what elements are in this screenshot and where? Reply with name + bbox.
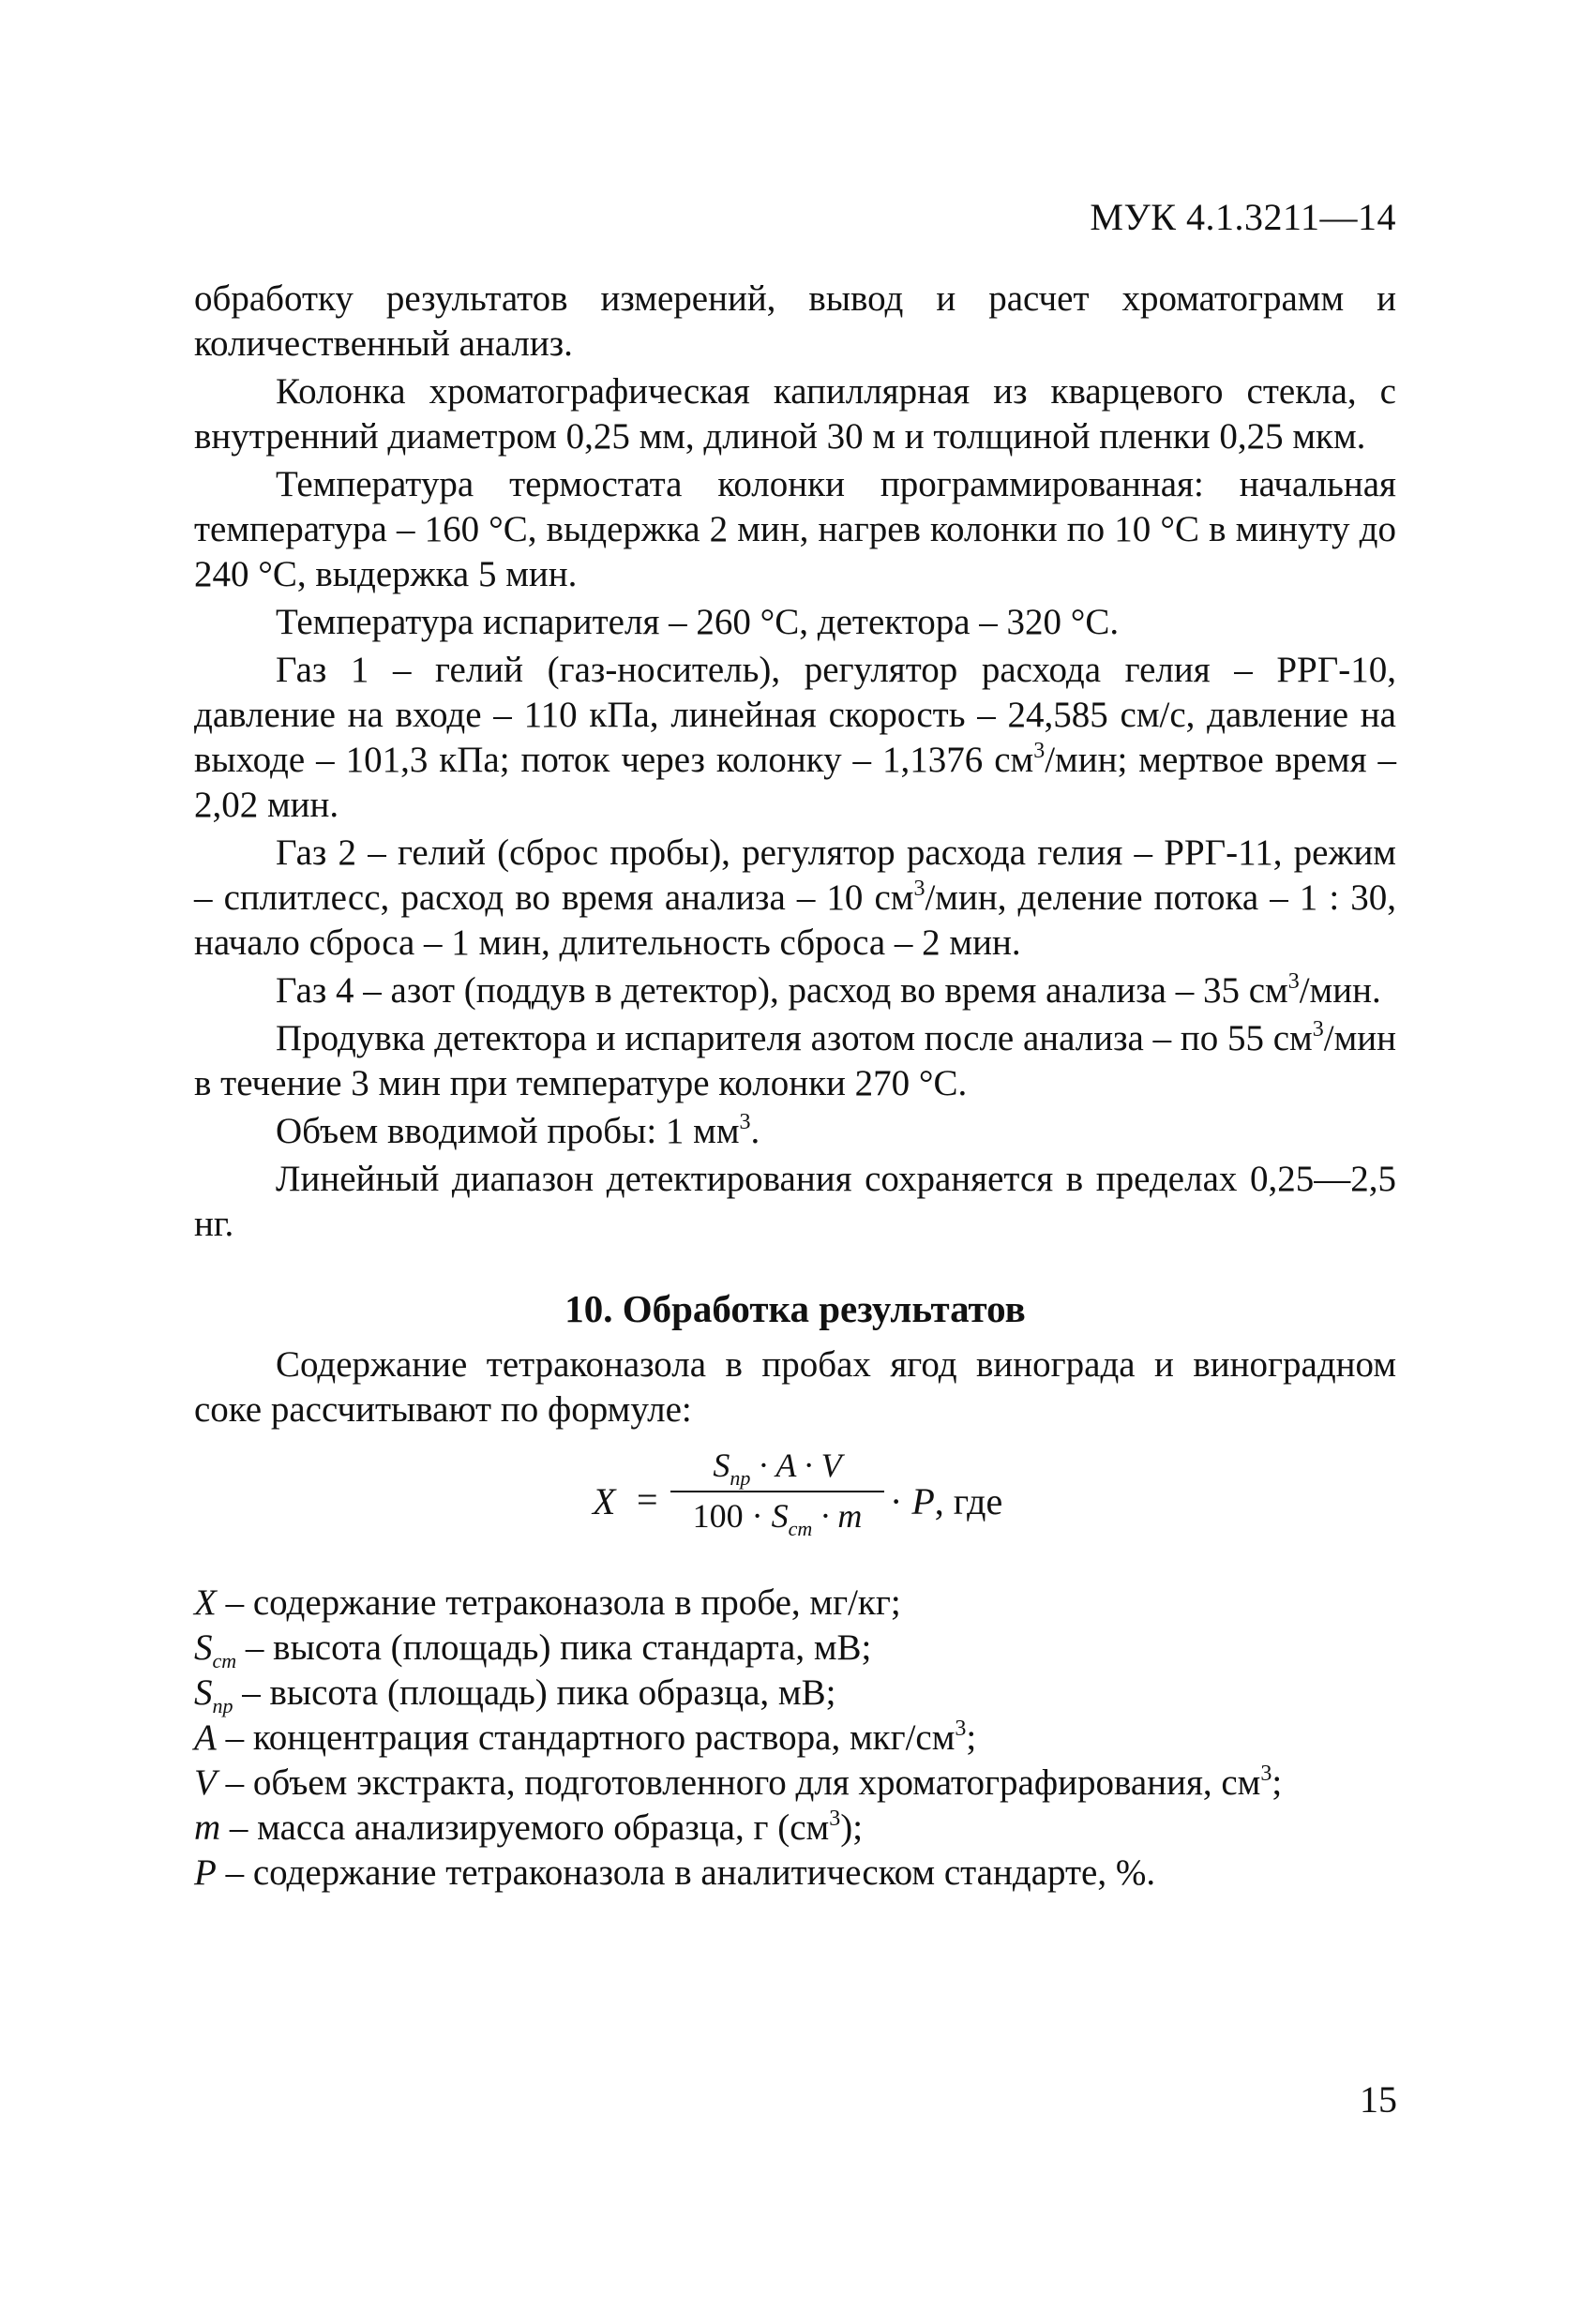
- running-header: МУК 4.1.3211—14: [1090, 196, 1396, 238]
- paragraph-injection-volume: Объем вводимой пробы: 1 $мм^3$.: [276, 1110, 760, 1151]
- definition-m: m – масса анализируемого образца, г $(см^3)$;: [194, 1807, 864, 1848]
- section-intro: Содержание тетраконазола в пробах ягод винограда и виноградном соке рассчитывают по формуле:: [194, 1344, 1396, 1430]
- definition-s-standard: $S_{cm}$ – высота (площадь) пика стандарта, мВ;: [194, 1627, 872, 1672]
- formula-equals: =: [637, 1478, 658, 1521]
- definition-v: V – объем экстракта, подготовленного для хроматографирования, $см^3$;: [194, 1762, 1283, 1803]
- paragraph-gas-4: Газ 4 – азот (поддув в детектор), расход во время анализа – 35 $см^3$/мин.: [276, 969, 1381, 1011]
- formula-denominator: $100 \cdot S_{ст} \cdot m$: [692, 1497, 863, 1540]
- paragraph-purge: Продувка детектора и испарителя азотом после анализа – по 55 $см^3$/мин в течение 3 мин при температуре колонки 270 °С.: [194, 1017, 1396, 1103]
- definition-p: P – содержание тетраконазола в аналитическом стандарте, %.: [194, 1852, 1156, 1893]
- formula: [194, 1442, 1396, 1564]
- formula-numerator: $S_{пр} \cdot A \cdot V$: [713, 1447, 842, 1490]
- paragraph-continuation: обработку результатов измерений, вывод и расчет хроматограмм и количественный анализ.: [194, 278, 1396, 364]
- formula-fraction: [669, 1442, 886, 1539]
- definition-a: A – концентрация стандартного раствора, мкг/$см^3$;: [194, 1717, 977, 1758]
- paragraph-linear-range: Линейный диапазон детектирования сохраняется в пределах 0,25—2,5 нг.: [194, 1159, 1396, 1244]
- paragraph-column: Колонка хроматографическая капиллярная из кварцевого стекла, с внутренний диаметром 0,25 мм, длиной 30 м и толщиной пленки 0,25 мкм.: [194, 371, 1396, 457]
- paragraph-evaporator-temperature: Температура испарителя – 260 °С, детектора – 320 °С.: [276, 602, 1120, 642]
- formula-lhs: X: [593, 1480, 616, 1522]
- definition-s-sample: $S_{np}$ – высота (площадь) пика образца, мВ;: [194, 1672, 836, 1717]
- paragraph-oven-temperature: Температура термостата колонки программированная: начальная температура – 160 °С, выдержка 2 мин, нагрев колонки по 10 °С в минуту до 240 °С, выдержка 5 мин.: [194, 464, 1396, 594]
- document-body: [194, 277, 1396, 1896]
- page-number: 15: [1360, 2078, 1397, 2121]
- paragraph-gas-1: Газ 1 – гелий (газ-носитель), регулятор расхода гелия – РРГ-10, давление на входе – 110 кПа, линейная скорость – 24,585 см/с, давление на выходе – 101,3 кПа; поток через колонку – 1,1376 $см^3$/мин; мертвое время – 2,02 мин.: [194, 650, 1396, 825]
- paragraph-gas-2: Газ 2 – гелий (сброс пробы), регулятор расхода гелия – РРГ-11, режим – сплитлесс, расход во время анализа – 10 $см^3$/мин, деление потока – 1 : 30, начало сброса – 1 мин, длительность сброса – 2 мин.: [194, 832, 1397, 963]
- section-title: 10. Обработка результатов: [564, 1287, 1026, 1330]
- definitions-list: [194, 1581, 1396, 1896]
- formula-tail: · P, где: [890, 1480, 1003, 1522]
- definition-x: X – содержание тетраконазола в пробе, мг/кг;: [194, 1582, 901, 1623]
